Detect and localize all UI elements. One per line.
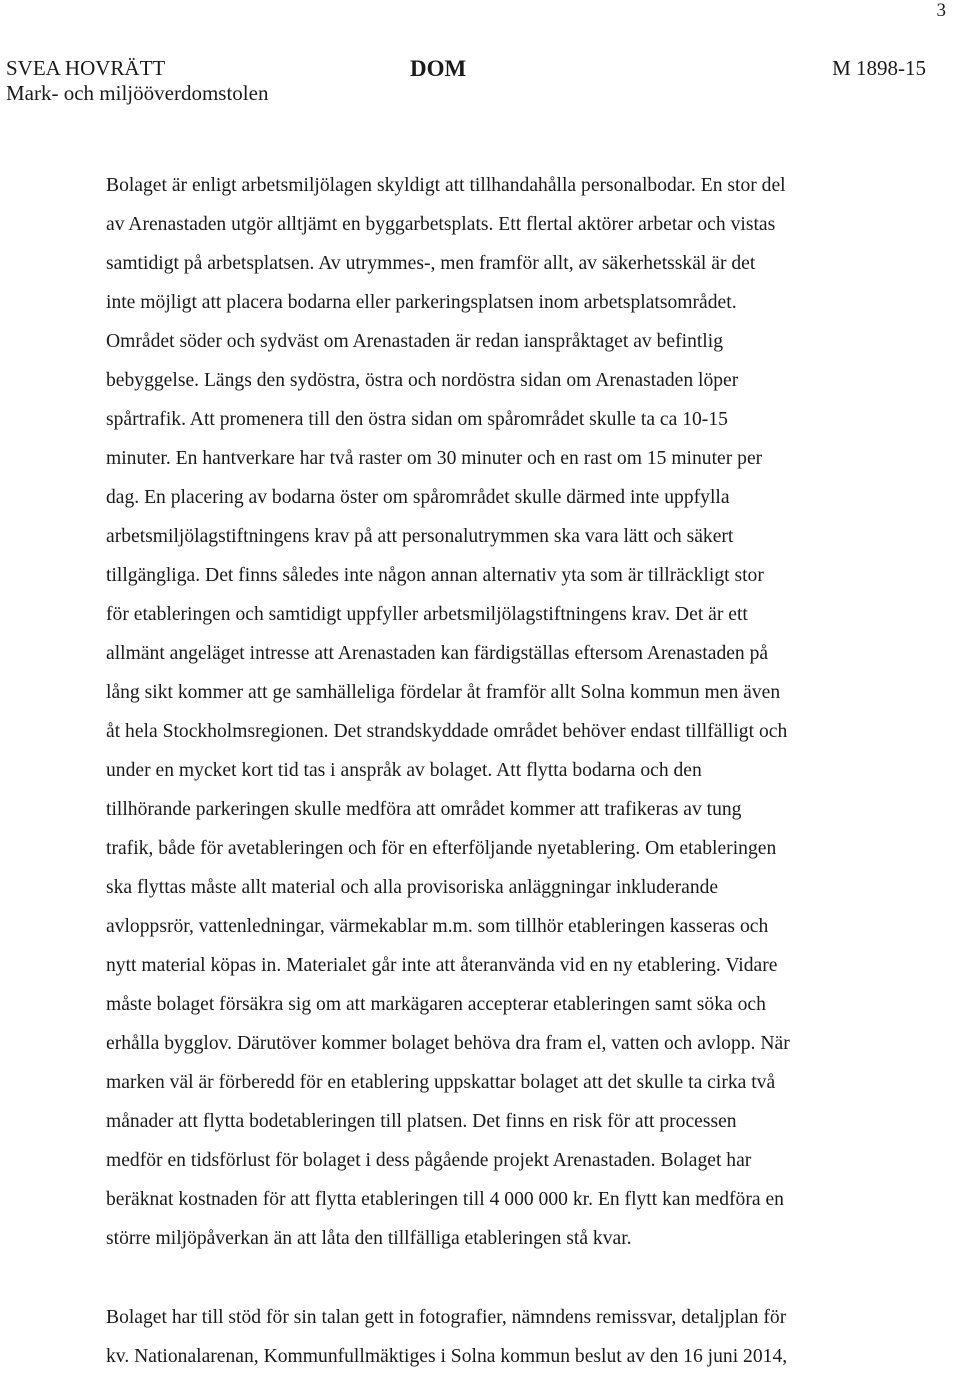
- page-number: 3: [936, 0, 946, 21]
- text-line: minuter. En hantverkare har två raster om 30 minuter och en rast om 15 minuter per: [106, 448, 763, 469]
- text-line: månader att flytta bodetableringen till platsen. Det finns en risk för att processen: [106, 1111, 737, 1132]
- text-line: arbetsmiljölagstiftningens krav på att personalutrymmen ska vara lätt och säkert: [106, 526, 734, 547]
- text-line: medför en tidsförlust för bolaget i dess pågående projekt Arenastaden. Bolaget har: [106, 1150, 752, 1171]
- court-block: [6, 56, 268, 106]
- text-line: samtidigt på arbetsplatsen. Av utrymmes-, men framför allt, av säkerhetsskäl är det: [106, 253, 756, 274]
- text-line: tillgängliga. Det finns således inte någon annan alternativ yta som är tillräckligt stor: [106, 565, 764, 586]
- body-paragraph: [106, 1298, 896, 1376]
- text-line: trafik, både för avetableringen och för en efterföljande nyetablering. Om etableringen: [106, 838, 777, 859]
- text-line: åt hela Stockholmsregionen. Det strandskyddade området behöver endast tillfälligt och: [106, 721, 788, 742]
- text-line: kv. Nationalarenan, Kommunfullmäktiges i Solna kommun beslut av den 16 juni 2014,: [106, 1346, 788, 1367]
- text-line: beräknat kostnaden för att flytta etableringen till 4 000 000 kr. En flytt kan medföra en: [106, 1189, 784, 1210]
- text-line: tillhörande parkeringen skulle medföra att området kommer att trafikeras av tung: [106, 799, 742, 820]
- text-line: allmänt angeläget intresse att Arenastaden kan färdigställas eftersom Arenastaden på: [106, 643, 769, 664]
- court-name: SVEA HOVRÄTT: [6, 56, 166, 80]
- text-line: spårtrafik. Att promenera till den östra sidan om spårområdet skulle ta ca 10-15: [106, 409, 728, 430]
- text-line: ska flyttas måste allt material och alla provisoriska anläggningar inkluderande: [106, 877, 719, 898]
- body-paragraph: [106, 166, 896, 1258]
- text-line: för etableringen och samtidigt uppfyller arbetsmiljölagstiftningens krav. Det är ett: [106, 604, 748, 625]
- text-line: under en mycket kort tid tas i anspråk av bolaget. Att flytta bodarna och den: [106, 760, 702, 781]
- case-number: M 1898-15: [832, 56, 926, 80]
- text-line: marken väl är förberedd för en etablering uppskattar bolaget att det skulle ta cirka två: [106, 1072, 776, 1093]
- text-line: Bolaget har till stöd för sin talan gett in fotografier, nämndens remissvar, detaljplan för: [106, 1307, 787, 1328]
- text-line: måste bolaget försäkra sig om att markägaren accepterar etableringen samt söka och: [106, 994, 766, 1015]
- document-type: DOM: [410, 56, 467, 81]
- text-line: avloppsrör, vattenledningar, värmekablar m.m. som tillhör etableringen kasseras och: [106, 916, 769, 937]
- text-line: av Arenastaden utgör alltjämt en byggarbetsplats. Ett flertal aktörer arbetar och vistas: [106, 214, 776, 235]
- text-line: inte möjligt att placera bodarna eller parkeringsplatsen inom arbetsplatsområdet.: [106, 292, 737, 313]
- document-header: [6, 56, 926, 110]
- text-line: nytt material köpas in. Materialet går inte att återanvända vid en ny etablering. Vidare: [106, 955, 778, 976]
- text-line: större miljöpåverkan än att låta den tillfälliga etableringen stå kvar.: [106, 1228, 632, 1249]
- text-line: Området söder och sydväst om Arenastaden är redan ianspråktaget av befintlig: [106, 331, 723, 352]
- text-line: erhålla bygglov. Därutöver kommer bolaget behöva dra fram el, vatten och avlopp. När: [106, 1033, 790, 1054]
- text-line: bebyggelse. Längs den sydöstra, östra och nordöstra sidan om Arenastaden löper: [106, 370, 739, 391]
- text-line: Bolaget är enligt arbetsmiljölagen skyldigt att tillhandahålla personalbodar. En stor del: [106, 175, 786, 196]
- court-division: Mark- och miljööverdomstolen: [6, 81, 269, 105]
- text-line: dag. En placering av bodarna öster om spårområdet skulle därmed inte uppfylla: [106, 487, 730, 508]
- text-line: lång sikt kommer att ge samhälleliga fördelar åt framför allt Solna kommun men även: [106, 682, 781, 703]
